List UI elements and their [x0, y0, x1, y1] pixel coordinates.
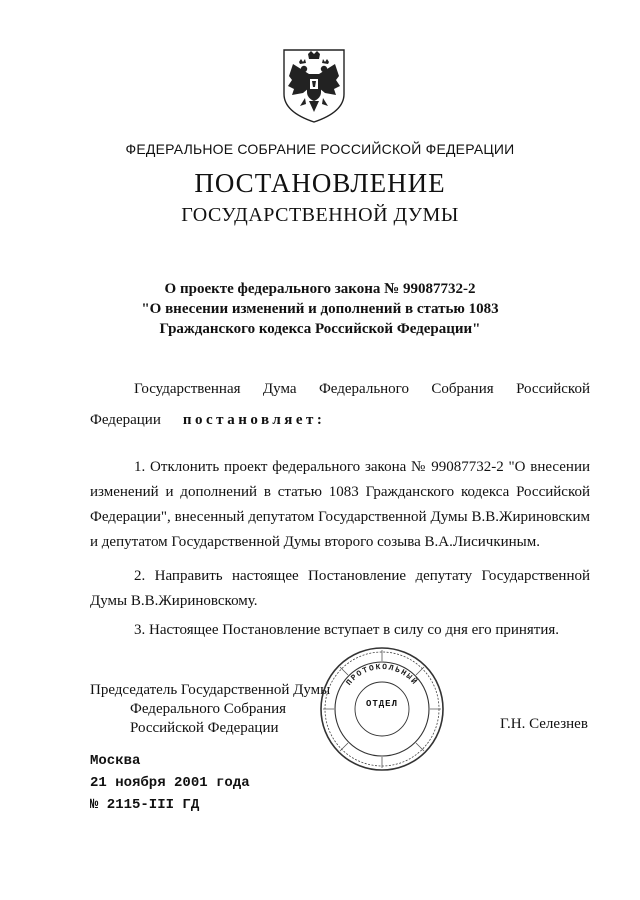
document-title [0, 279, 640, 339]
footer-number: № 2115-III ГД [90, 797, 200, 813]
signatory-position [90, 681, 330, 738]
document-type-heading: ПОСТАНОВЛЕНИЕ [194, 168, 446, 198]
signatory-position-line-3: Российской Федерации [130, 720, 279, 736]
title-line-2: "О внесении изменений и дополнений в статью 1083 [141, 301, 499, 317]
stamp-center-text: ОТДЕЛ [365, 699, 398, 709]
seal-stamp-icon [318, 645, 446, 773]
coat-of-arms-icon [279, 46, 349, 124]
document-footer [90, 750, 250, 816]
title-line-1: О проекте федерального закона № 99087732-2 [164, 281, 476, 297]
stamp-ring-text: ПРОТОКОЛЬНЫЙ [344, 662, 420, 688]
title-line-3: Гражданского кодекса Российской Федерации" [159, 321, 481, 337]
signatory-position-line-2: Федерального Собрания [130, 701, 287, 717]
footer-date: 21 ноября 2001 года [90, 775, 250, 791]
signatory-position-line-1: Председатель Государственной Думы [90, 682, 331, 698]
resolution-item-3: 3. Настоящее Постановление вступает в силу со дня его принятия. [134, 622, 560, 638]
preamble-subject: Федерации [90, 412, 161, 428]
organization-heading: ФЕДЕРАЛЬНОЕ СОБРАНИЕ РОССИЙСКОЙ ФЕДЕРАЦИИ [125, 141, 515, 157]
resolution-item-2: 2. Направить настоящее Постановление депутату Государственной Думы В.В.Жириновскому. [90, 568, 590, 609]
footer-city: Москва [90, 753, 141, 769]
preamble-line-1: Государственная Дума Федерального Собрания Российской [134, 381, 590, 397]
preamble-verb: постановляет: [182, 412, 326, 428]
preamble-line-2 [90, 412, 325, 429]
svg-text:ПРОТОКОЛЬНЫЙ [345, 663, 419, 688]
signatory-name: Г.Н. Селезнев [500, 716, 588, 732]
resolution-item-1: 1. Отклонить проект федерального закона № 99087732-2 "О внесении изменений и дополнений в статью 1083 Гражданского кодекса Российской Федерации", внесенный депутатом Государственной Думы В.В.Жириновским и депутатом Государственной Думы второго созыва В.А.Лисичкиным. [90, 459, 590, 550]
seal-stamp [318, 645, 446, 773]
issuing-body-heading: ГОСУДАРСТВЕННОЙ ДУМЫ [181, 204, 459, 226]
